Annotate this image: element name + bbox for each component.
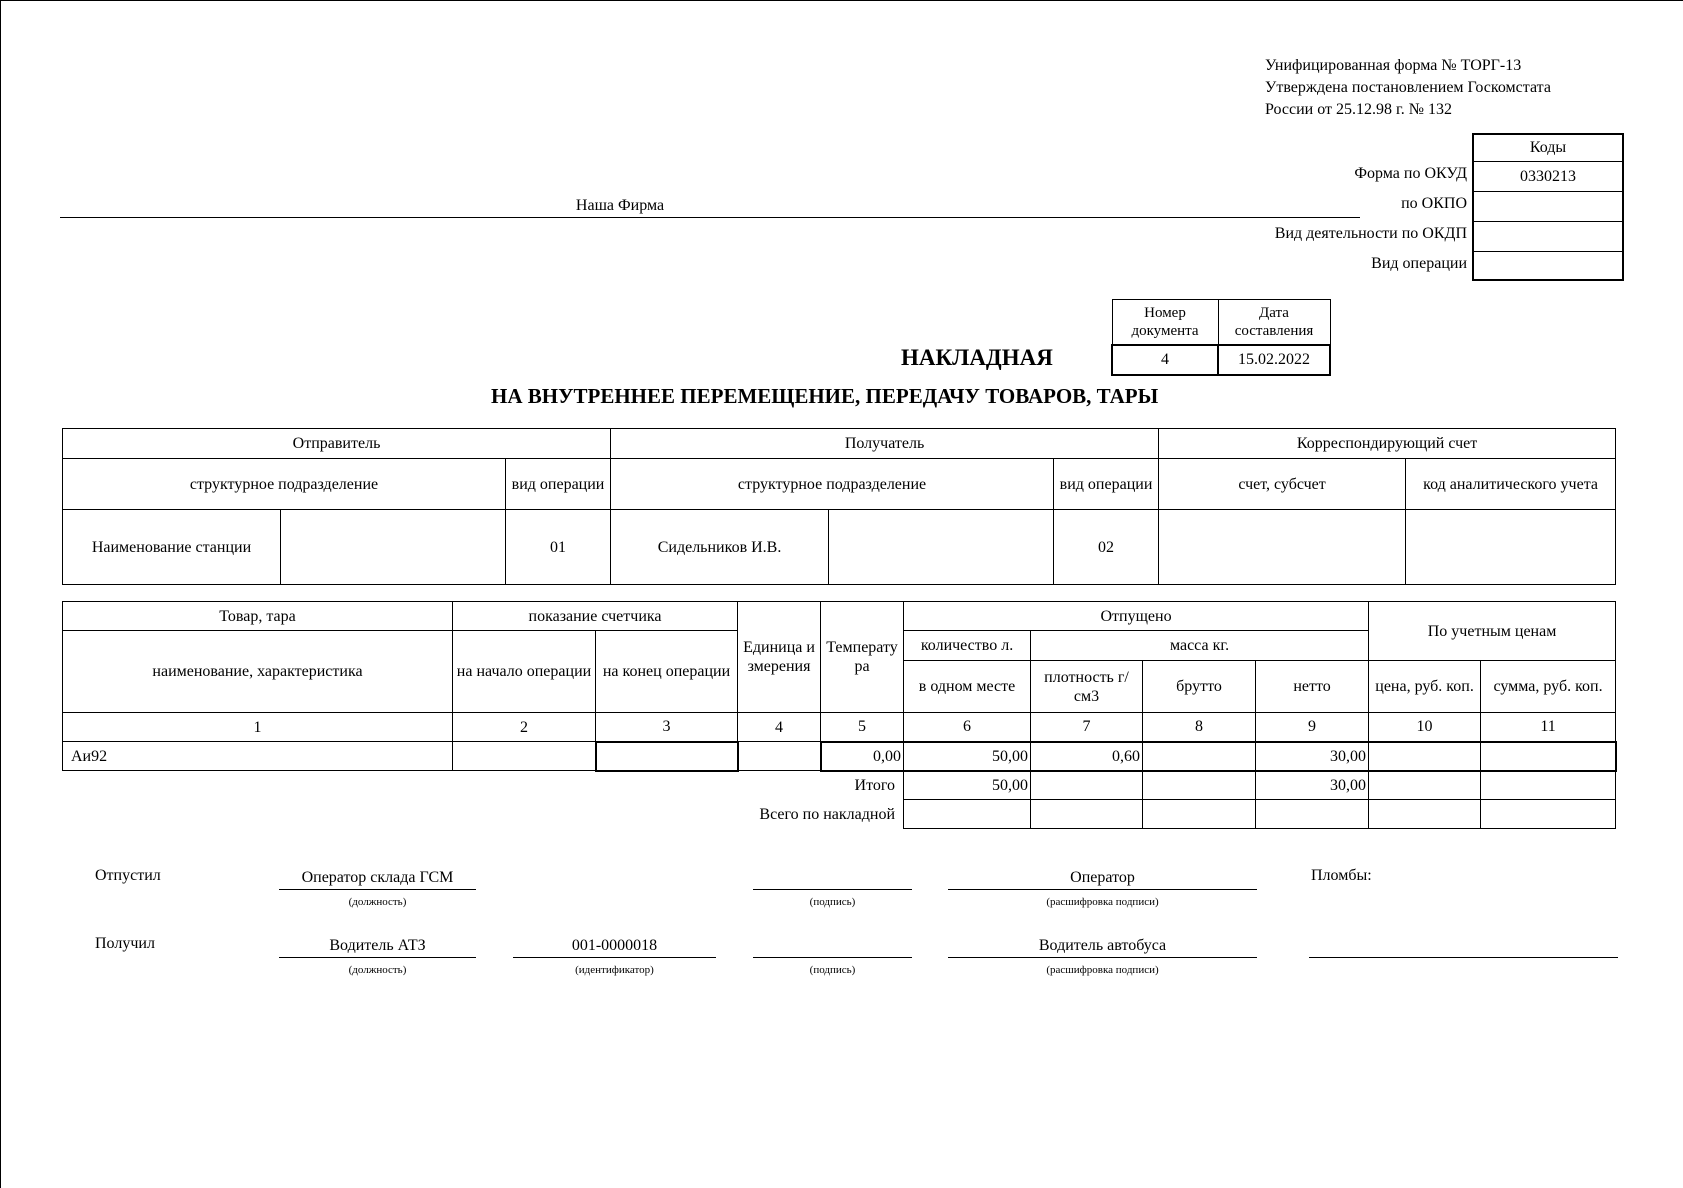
col-number: 2 [453, 713, 596, 742]
receiver-header: Получатель [611, 429, 1159, 459]
sender-extra [281, 510, 506, 585]
grand-total-price [1369, 800, 1481, 829]
receiver-extra [829, 510, 1054, 585]
row-unit [738, 742, 821, 771]
total-density [1031, 771, 1143, 800]
counter-start-header: на начало операции [453, 631, 596, 713]
receiver-name: Сидельников И.В. [611, 510, 829, 585]
counter-header: показание счетчика [453, 602, 738, 631]
organization-name [60, 195, 1360, 218]
row-quantity: 50,00 [904, 742, 1031, 771]
released-signature-line [753, 867, 912, 890]
row-gross [1143, 742, 1256, 771]
released-signature-caption: (подпись) [809, 896, 856, 908]
col-number: 8 [1143, 713, 1256, 742]
doc-date: 15.02.2022 [1218, 345, 1330, 375]
sender-op-type-header: вид операции [506, 459, 611, 510]
temperature-header: Температура [821, 602, 904, 713]
form-header-line-2: Утверждена постановлением Госкомстата [1265, 79, 1551, 96]
col-number: 11 [1481, 713, 1616, 742]
released-position: Оператор склада ГСМ [279, 867, 476, 890]
seals-label: Пломбы: [1311, 867, 1372, 884]
total-price [1369, 771, 1481, 800]
codes-box [1472, 133, 1624, 281]
per-place-header: в одном месте [904, 661, 1031, 713]
okdp-label: Вид деятельности по ОКДП [1274, 225, 1467, 242]
document-number-date-table [1111, 299, 1331, 376]
sum-header: сумма, руб. коп. [1481, 661, 1616, 713]
received-position-caption: (должность) [348, 964, 407, 976]
counter-end-header: на конец операции [596, 631, 738, 713]
col-number: 10 [1369, 713, 1481, 742]
mass-header: масса кг. [1031, 631, 1369, 661]
grand-total-net [1256, 800, 1369, 829]
col-number: 4 [738, 713, 821, 742]
col-number: 1 [63, 713, 453, 742]
goods-table [62, 601, 1617, 829]
row-price [1369, 742, 1481, 771]
total-row [63, 771, 1616, 800]
analytic-value [1406, 510, 1616, 585]
total-gross [1143, 771, 1256, 800]
density-header: плотность г/см3 [1031, 661, 1143, 713]
row-counter-end [596, 742, 738, 771]
row-sum [1481, 742, 1616, 771]
received-signature-caption: (подпись) [809, 964, 856, 976]
row-net: 30,00 [1256, 742, 1369, 771]
row-counter-start [453, 742, 596, 771]
seals-line [1309, 935, 1618, 958]
form-header-line-1: Унифицированная форма № ТОРГ-13 [1265, 57, 1522, 74]
receiver-struct-unit-header: структурное подразделение [611, 459, 1054, 510]
parties-table [62, 428, 1616, 585]
form-header-line-3: России от 25.12.98 г. № 132 [1265, 101, 1453, 118]
okpo-code [1474, 192, 1622, 222]
received-id: 001-0000018 [513, 935, 716, 958]
quantity-header: количество л. [904, 631, 1031, 661]
price-header: цена, руб. коп. [1369, 661, 1481, 713]
doc-number-header: Номер документа [1112, 300, 1218, 345]
okdp-code [1474, 222, 1622, 252]
operation-type-label: Вид операции [1371, 255, 1467, 272]
col-number: 7 [1031, 713, 1143, 742]
received-label: Получил [95, 935, 155, 952]
receiver-op: 02 [1054, 510, 1159, 585]
row-goods-name: Аи92 [63, 742, 453, 771]
goods-header: Товар, тара [63, 602, 453, 631]
doc-date-header: Дата составления [1218, 300, 1330, 345]
sender-op: 01 [506, 510, 611, 585]
document-subtitle: НА ВНУТРЕННЕЕ ПЕРЕМЕЩЕНИЕ, ПЕРЕДАЧУ ТОВАРОВ, ТАРЫ [491, 384, 1159, 408]
total-net: 30,00 [1256, 771, 1369, 800]
receiver-op-type-header: вид операции [1054, 459, 1159, 510]
grand-total-gross [1143, 800, 1256, 829]
row-temperature: 0,00 [821, 742, 904, 771]
account-sub-header: счет, субсчет [1159, 459, 1406, 510]
unit-header: Единица измерения [738, 602, 821, 713]
row-density: 0,60 [1031, 742, 1143, 771]
analytic-code-header: код аналитического учета [1406, 459, 1616, 510]
okud-code: 0330213 [1474, 162, 1622, 192]
received-id-caption: (идентификатор) [575, 964, 654, 976]
grand-total-density [1031, 800, 1143, 829]
okud-label: Форма по ОКУД [1354, 165, 1467, 182]
received-signature-line [753, 935, 912, 958]
sender-struct-unit-header: структурное подразделение [63, 459, 506, 510]
received-name: Водитель автобуса [948, 935, 1257, 958]
received-decode-caption: (расшифровка подписи) [1046, 964, 1159, 976]
released-label: Отпустил [95, 867, 161, 884]
codes-title: Коды [1474, 135, 1622, 162]
sender-name: Наименование станции [63, 510, 281, 585]
grand-total-label: Всего по накладной [759, 805, 896, 823]
doc-number: 4 [1112, 345, 1218, 375]
col-number: 5 [821, 713, 904, 742]
operation-code [1474, 252, 1622, 281]
table-row [63, 742, 1616, 771]
grand-total-row [63, 800, 1616, 829]
net-header: нетто [1256, 661, 1369, 713]
account-header: Корреспондирующий счет [1159, 429, 1616, 459]
prices-header: По учетным ценам [1369, 602, 1616, 661]
grand-total-quantity [904, 800, 1031, 829]
name-header: наименование, характеристика [63, 631, 453, 713]
col-number: 9 [1256, 713, 1369, 742]
organization-text: Наша Фирма [575, 197, 665, 214]
released-name: Оператор [948, 867, 1257, 890]
account-value [1159, 510, 1406, 585]
released-position-caption: (должность) [348, 896, 407, 908]
sender-header: Отправитель [63, 429, 611, 459]
col-number: 6 [904, 713, 1031, 742]
released-header: Отпущено [904, 602, 1369, 631]
total-quantity: 50,00 [904, 771, 1031, 800]
col-number: 3 [596, 713, 738, 742]
document-title: НАКЛАДНАЯ [901, 345, 1053, 370]
received-position: Водитель АТЗ [279, 935, 476, 958]
released-decode-caption: (расшифровка подписи) [1046, 896, 1159, 908]
okpo-label: по ОКПО [1401, 195, 1467, 212]
gross-header: брутто [1143, 661, 1256, 713]
total-sum [1481, 771, 1616, 800]
grand-total-sum [1481, 800, 1616, 829]
total-label: Итого [854, 777, 896, 794]
column-numbers-row [63, 713, 1616, 742]
